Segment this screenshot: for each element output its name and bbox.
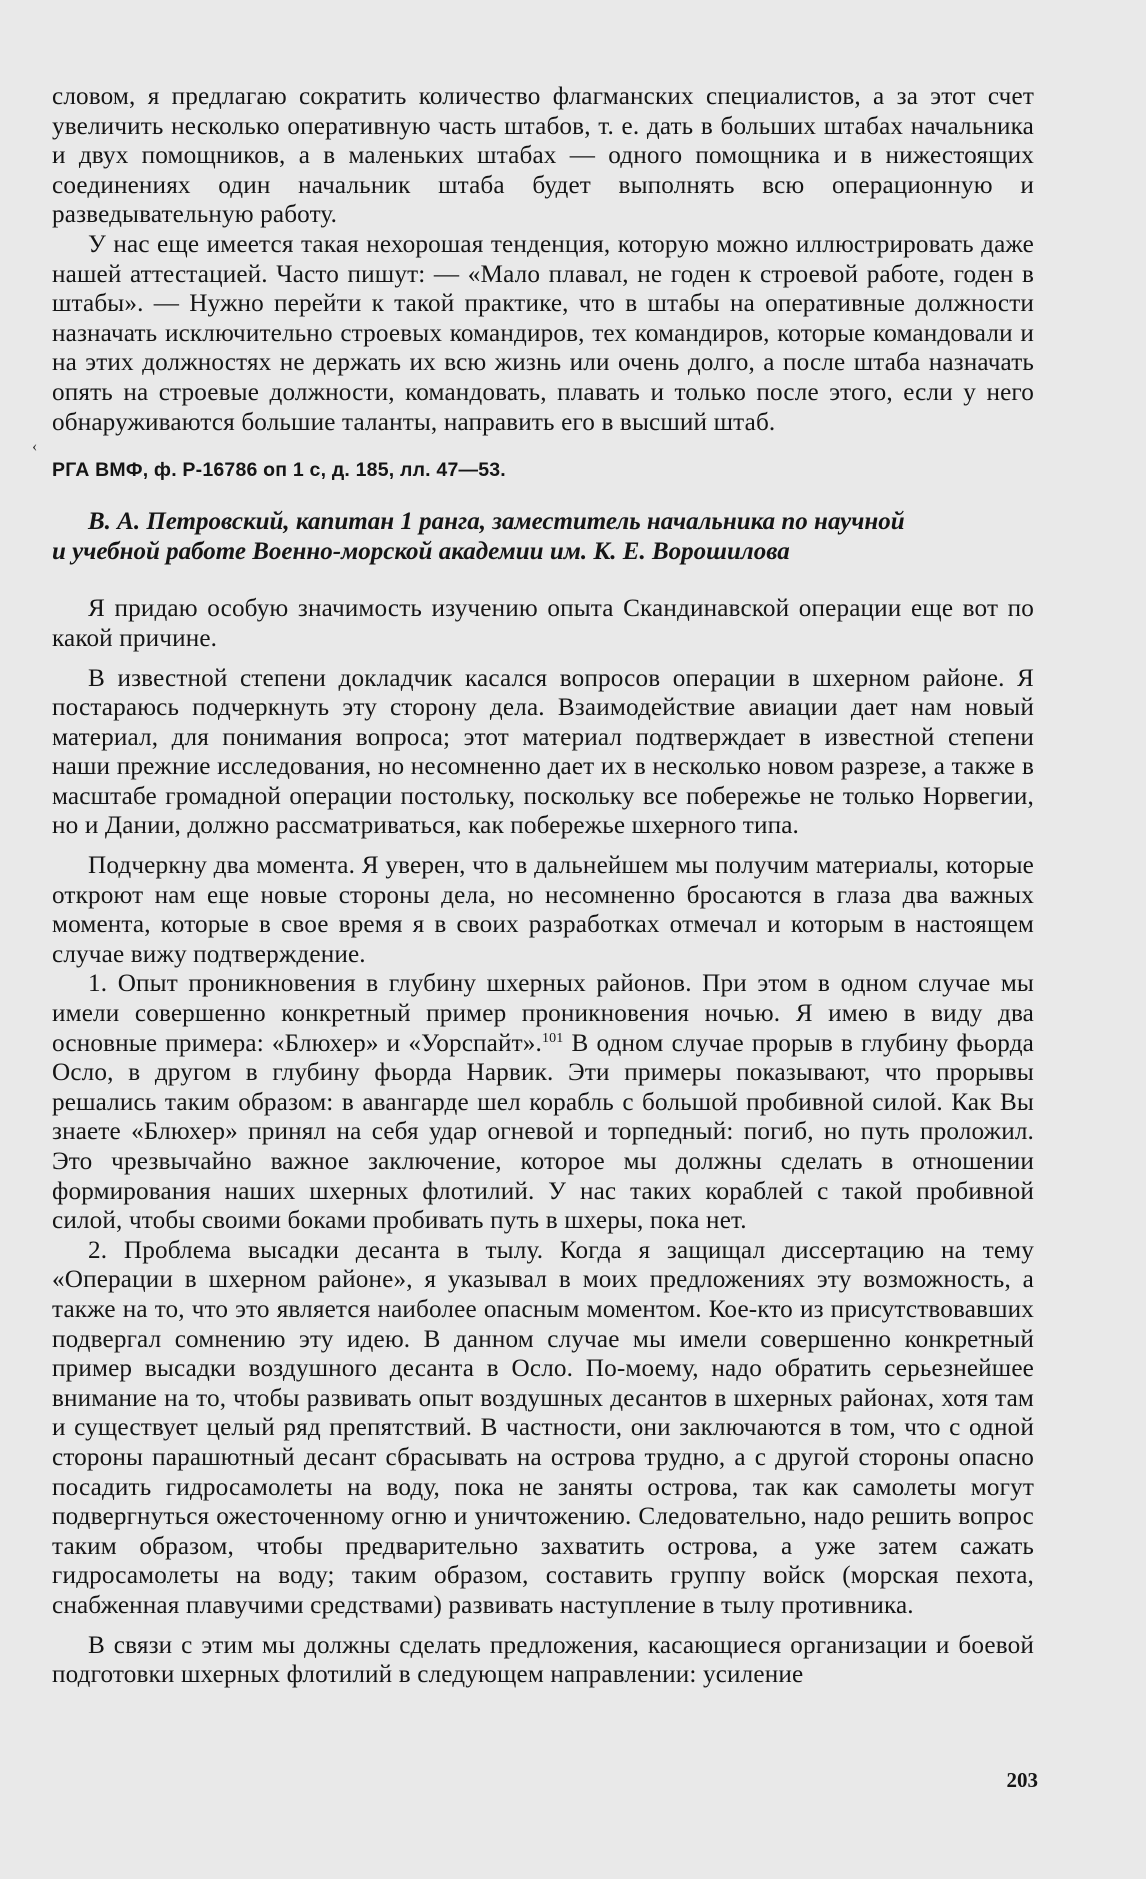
paragraph-importance: Я придаю особую значимость изучению опыта Скандинавской операции еще вот по какой причине. — [52, 595, 1034, 652]
speaker-heading-line2: и учебной работе Военно-морской академии им. К. Е. Ворошилова — [52, 537, 790, 565]
page-content — [52, 82, 1034, 1690]
margin-mark: ‹ — [32, 438, 38, 455]
paragraph-point-1 — [52, 969, 1034, 1235]
point-1-continuation: В одном случае прорыв в глубину фьорда Осло, в другом в глубину фьорда Нарвик. Эти примеры показывают, что прорывы решались таким образом: в авангарде шел корабль с большой пробивной силой. Как Вы знаете «Блюхер» принял на себя удар огневой и торпедный: погиб, но путь проложил. Это чрезвычайно важное заключение, которое мы должны сделать в отношении формирования наших шхерных флотилий. У нас таких кораблей с такой пробивной силой, чтобы своими боками пробивать путь в шхеры, пока нет. — [52, 1029, 1034, 1235]
footnote-marker: 101 — [542, 1030, 564, 1046]
paragraph-continuation: словом, я предлагаю сократить количество флагманских специалистов, а за этот счет увеличить несколько оперативную часть штабов, т. е. дать в больших штабах начальника и двух помощников, а в маленьких штабах — одного помощника и в нижестоящих соединениях один начальник штаба будет выполнять всю операционную и разведывательную работу. — [52, 83, 1034, 229]
archive-source-reference: РГА ВМФ, ф. Р-16786 оп 1 с, д. 185, лл. 47—53. — [52, 459, 506, 482]
paragraph-staff-tendency: У нас еще имеется такая нехорошая тенденция, которую можно иллюстрировать даже нашей аттестацией. Часто пишут: — «Мало плавал, не годен к строевой работе, годен в штабы». — Нужно перейти к такой практике, что в штабы на оперативные должности назначать исключительно строевых командиров, тех командиров, которые командовали и на этих должностях не держать их всю жизнь или очень долго, а после штаба назначать опять на строевые должности, командовать, плавать и только после этого, если у него обнаруживаются большие таланты, направить его в высший штаб. — [52, 230, 1034, 436]
page-number: 203 — [1006, 1768, 1038, 1792]
paragraph-skerry-region: В известной степени докладчик касался вопросов операции в шхерном районе. Я постараюсь подчеркнуть эту сторону дела. Взаимодействие авиации дает нам новый материал, для понимания вопроса; этот материал подтверждает в известной степени наши прежние исследования, но несомненно дает их в несколько новом разрезе, а также в масштабе громадной операции постольку, поскольку все побережье не только Норвегии, но и Дании, должно рассматриваться, как побережье шхерного типа. — [52, 664, 1034, 840]
paragraph-point-2: 2. Проблема высадки десанта в тылу. Когда я защищал диссертацию на тему «Операции в шхерном районе», я указывал в моих предложениях эту возможность, а также на то, что это является наиболее опасным моментом. Кое-кто из присутствовавших подвергал сомнению эту идею. В данном случае мы имели совершенно конкретный пример высадки воздушного десанта в Осло. По-моему, надо обратить серьезнейшее внимание на то, чтобы развивать опыт воздушных десантов в шхерных районах, хотя там и существует целый ряд препятствий. В частности, они заключаются в том, что с одной стороны парашютный десант сбрасывать на острова трудно, а с другой стороны опасно посадить гидросамолеты на воду, пока не заняты острова, так как самолеты могут подвергнуться ожесточенному огню и уничтожению. Следовательно, надо решить вопрос таким образом, чтобы предварительно захватить острова, а уже затем сажать гидросамолеты на воду; таким образом, составить группу войск (морская пехота, снабженная плавучими средствами) развивать наступление в тылу противника. — [52, 1236, 1034, 1619]
paragraph-proposals: В связи с этим мы должны сделать предложения, касающиеся организации и боевой подготовки шхерных флотилий в следующем направлении: усиление — [52, 1631, 1034, 1689]
speaker-heading-line1: В. А. Петровский, капитан 1 ранга, заместитель начальника по научной — [88, 508, 905, 536]
paragraph-two-moments: Подчеркну два момента. Я уверен, что в дальнейшем мы получим материалы, которые откроют нам еще новые стороны дела, но несомненно бросаются в глаза два важных момента, которые в свое время я в своих разработках отмечал и которым в настоящем случае вижу подтверждение. — [52, 852, 1034, 968]
point-1-text: 1. Опыт проникновения в глубину шхерных районов. При этом в одном случае мы имели совершенно конкретный пример проникновения ночью. Я имею в виду два основные примера: «Блюхер» и «Уорспайт». — [52, 970, 1034, 1057]
